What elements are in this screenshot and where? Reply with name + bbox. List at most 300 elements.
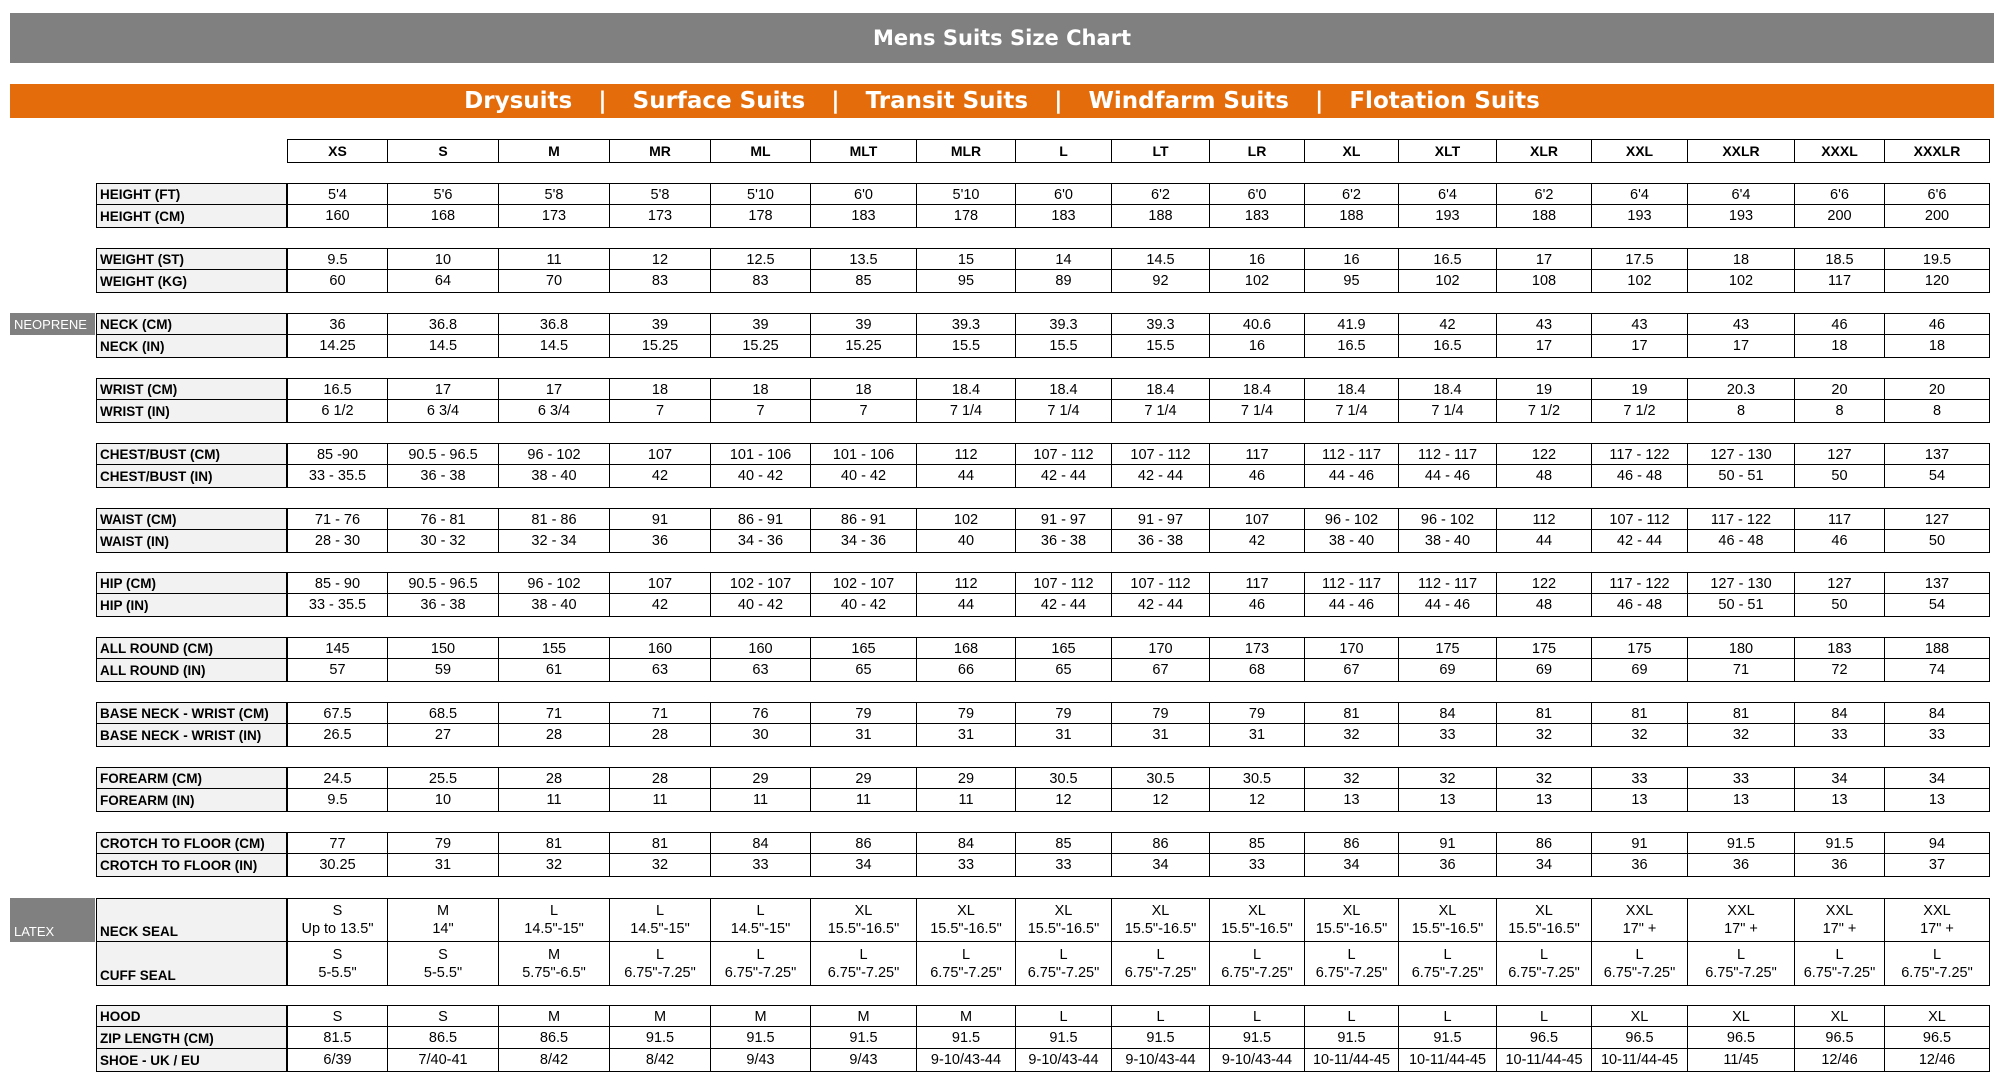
row-label: WAIST (CM)	[96, 508, 287, 531]
table-cell: 40 - 42	[710, 593, 811, 617]
seal-measurement: 14.5"-15"	[630, 921, 690, 937]
table-cell: 8/42	[498, 1048, 610, 1072]
table-cell: 33	[1015, 853, 1112, 877]
table-cell: 13	[1687, 788, 1795, 812]
table-cell: 112 - 117	[1398, 443, 1497, 466]
table-cell: 101 - 106	[810, 443, 917, 466]
row-label: NECK (IN)	[96, 334, 287, 358]
table-cell: 6'6	[1884, 183, 1990, 206]
table-cell: 38 - 40	[1304, 529, 1399, 553]
table-cell: 69	[1496, 658, 1592, 682]
table-cell: 5'8	[609, 183, 711, 206]
seal-measurement: 14"	[432, 921, 454, 937]
table-cell: 38 - 40	[498, 593, 610, 617]
table-cell: 46	[1794, 529, 1885, 553]
table-cell: 18.4	[916, 378, 1016, 401]
seal-size: XL	[1438, 903, 1457, 919]
table-cell: 91.5	[1687, 832, 1795, 855]
table-cell: 160	[287, 204, 388, 228]
table-cell: 84	[916, 832, 1016, 855]
row-label: FOREARM (IN)	[96, 788, 287, 812]
table-cell: 12	[1209, 788, 1305, 812]
table-cell: 36.8	[387, 313, 499, 336]
table-cell: 18.4	[1304, 378, 1399, 401]
table-cell: 193	[1687, 204, 1795, 228]
banner-separator: |	[831, 88, 840, 114]
seal-measurement: 6.75"-7.25"	[1705, 964, 1777, 981]
row-label: NECK SEAL	[96, 898, 287, 942]
table-cell: XL	[1794, 1005, 1885, 1028]
table-cell: 13	[1304, 788, 1399, 812]
table-cell: 6 3/4	[498, 399, 610, 423]
table-cell: 32	[609, 853, 711, 877]
seal-cell	[710, 898, 811, 942]
banner-separator: |	[1054, 88, 1063, 114]
seal-measurement: 15.5"-16.5"	[1124, 921, 1197, 937]
table-cell: 91.5	[1111, 1026, 1210, 1050]
seal-cell	[1794, 941, 1885, 986]
table-cell: 68	[1209, 658, 1305, 682]
table-cell: 175	[1496, 637, 1592, 660]
size-header-cell: XLT	[1398, 139, 1497, 163]
table-cell: 32	[1687, 723, 1795, 747]
table-cell: 84	[1884, 702, 1990, 725]
table-cell: 79	[1209, 702, 1305, 725]
table-cell: 18.4	[1209, 378, 1305, 401]
seal-measurement: 5-5.5"	[423, 964, 463, 981]
table-cell: 72	[1794, 658, 1885, 682]
table-cell: 122	[1496, 443, 1592, 466]
seal-size: L	[1347, 946, 1356, 963]
table-cell: 178	[916, 204, 1016, 228]
table-cell: 33	[1794, 723, 1885, 747]
table-cell: 85 -90	[287, 443, 388, 466]
table-cell: 150	[387, 637, 499, 660]
table-cell: 44	[1496, 529, 1592, 553]
table-cell: 96.5	[1884, 1026, 1990, 1050]
table-cell: 9.5	[287, 788, 388, 812]
table-cell: 36.8	[498, 313, 610, 336]
table-cell: 101 - 106	[710, 443, 811, 466]
table-cell: 170	[1304, 637, 1399, 660]
table-cell: 188	[1884, 637, 1990, 660]
table-cell: 7 1/4	[1015, 399, 1112, 423]
table-cell: 34 - 36	[810, 529, 917, 553]
seal-cell	[810, 898, 917, 942]
seal-size: M	[547, 946, 561, 963]
seal-size: L	[756, 903, 765, 919]
table-cell: 28	[498, 767, 610, 790]
table-cell: 95	[1304, 269, 1399, 293]
table-cell: 112	[916, 443, 1016, 466]
table-cell: 117 - 122	[1591, 443, 1688, 466]
row-label: HEIGHT (FT)	[96, 183, 287, 206]
table-cell: 19	[1496, 378, 1592, 401]
size-header-cell: S	[387, 139, 499, 163]
row-label: WEIGHT (ST)	[96, 248, 287, 271]
table-cell: 81	[609, 832, 711, 855]
table-cell: 86 - 91	[710, 508, 811, 531]
suit-type-label: Drysuits	[464, 88, 573, 114]
table-cell: 10	[387, 788, 499, 812]
table-cell: 14.5	[498, 334, 610, 358]
table-cell: 70	[498, 269, 610, 293]
table-cell: 7/40-41	[387, 1048, 499, 1072]
table-cell: 127	[1884, 508, 1990, 531]
table-cell: 14.5	[1111, 248, 1210, 271]
table-cell: 15.25	[609, 334, 711, 358]
table-cell: 41.9	[1304, 313, 1399, 336]
table-cell: 5'6	[387, 183, 499, 206]
row-label: CHEST/BUST (IN)	[96, 464, 287, 488]
size-header-cell: MR	[609, 139, 711, 163]
table-cell: 30.5	[1111, 767, 1210, 790]
table-cell: 76	[710, 702, 811, 725]
table-cell: 68.5	[387, 702, 499, 725]
seal-size: L	[1932, 946, 1942, 963]
row-label: CROTCH TO FLOOR (CM)	[96, 832, 287, 855]
table-cell: 91.5	[609, 1026, 711, 1050]
table-cell: 16	[1304, 248, 1399, 271]
seal-measurement: 17" +	[1622, 921, 1657, 937]
seal-cell	[1591, 941, 1688, 986]
table-cell: 112	[916, 572, 1016, 595]
table-cell: 7 1/4	[1398, 399, 1497, 423]
table-cell: 5'8	[498, 183, 610, 206]
table-cell: 42 - 44	[1015, 464, 1112, 488]
table-cell: 81 - 86	[498, 508, 610, 531]
table-cell: 91	[1591, 832, 1688, 855]
table-cell: 91.5	[810, 1026, 917, 1050]
seal-size: L	[756, 946, 765, 963]
table-cell: 6'2	[1496, 183, 1592, 206]
table-cell: 34	[810, 853, 917, 877]
table-cell: 127	[1794, 443, 1885, 466]
table-cell: 7	[810, 399, 917, 423]
table-cell: 11	[810, 788, 917, 812]
table-cell: 67	[1111, 658, 1210, 682]
table-cell: 96 - 102	[498, 443, 610, 466]
seal-measurement: 6.75"-7.25"	[1603, 964, 1676, 981]
table-cell: 84	[710, 832, 811, 855]
table-cell: 7 1/4	[916, 399, 1016, 423]
table-cell: 5'10	[710, 183, 811, 206]
table-cell: 30.5	[1015, 767, 1112, 790]
size-header-cell: M	[498, 139, 610, 163]
table-cell: 34 - 36	[710, 529, 811, 553]
table-cell: 63	[609, 658, 711, 682]
table-cell: 8	[1687, 399, 1795, 423]
table-cell: 28	[609, 767, 711, 790]
table-cell: S	[387, 1005, 499, 1028]
suit-type-label: Surface Suits	[632, 88, 806, 114]
table-cell: 50 - 51	[1687, 464, 1795, 488]
seal-size: XL	[854, 903, 873, 919]
seal-size: L	[1736, 946, 1746, 963]
table-cell: 71	[1687, 658, 1795, 682]
table-cell: 18.4	[1111, 378, 1210, 401]
table-cell: 160	[710, 637, 811, 660]
row-label: WRIST (IN)	[96, 399, 287, 423]
table-cell: L	[1111, 1005, 1210, 1028]
table-cell: 91.5	[1398, 1026, 1497, 1050]
table-cell: 92	[1111, 269, 1210, 293]
table-cell: 10	[387, 248, 499, 271]
table-cell: 44 - 46	[1398, 593, 1497, 617]
table-cell: M	[710, 1005, 811, 1028]
table-cell: 117 - 122	[1687, 508, 1795, 531]
table-cell: 18	[609, 378, 711, 401]
table-cell: 188	[1496, 204, 1592, 228]
table-cell: 14	[1015, 248, 1112, 271]
table-cell: 13	[1794, 788, 1885, 812]
table-cell: L	[1209, 1005, 1305, 1028]
table-cell: 7 1/4	[1304, 399, 1399, 423]
table-cell: 8/42	[609, 1048, 711, 1072]
table-cell: 66	[916, 658, 1016, 682]
seal-size: XL	[957, 903, 975, 919]
table-cell: 18.4	[1398, 378, 1497, 401]
table-cell: 31	[1015, 723, 1112, 747]
seal-measurement: 17" +	[1822, 921, 1857, 937]
seal-cell	[1496, 941, 1592, 986]
table-cell: 31	[916, 723, 1016, 747]
seal-size: XL	[1342, 903, 1361, 919]
seal-size: L	[549, 903, 559, 919]
table-cell: 12	[609, 248, 711, 271]
group-label-neoprene: NEOPRENE	[10, 313, 95, 335]
table-cell: 183	[1015, 204, 1112, 228]
table-cell: 33 - 35.5	[287, 464, 388, 488]
table-cell: 42	[609, 464, 711, 488]
seal-measurement: 17" +	[1724, 921, 1758, 937]
seal-cell	[1794, 898, 1885, 942]
table-cell: 85	[1015, 832, 1112, 855]
seal-size: L	[1156, 946, 1165, 963]
table-cell: 16.5	[1398, 334, 1497, 358]
row-label: WEIGHT (KG)	[96, 269, 287, 293]
table-cell: 102	[1209, 269, 1305, 293]
table-cell: 91	[609, 508, 711, 531]
table-cell: 29	[810, 767, 917, 790]
seal-cell	[916, 941, 1016, 986]
row-label: HIP (IN)	[96, 593, 287, 617]
table-cell: 13	[1398, 788, 1497, 812]
table-cell: 39	[710, 313, 811, 336]
table-cell: 180	[1687, 637, 1795, 660]
table-cell: XL	[1884, 1005, 1990, 1028]
table-cell: 165	[810, 637, 917, 660]
table-cell: 28 - 30	[287, 529, 388, 553]
table-cell: 120	[1884, 269, 1990, 293]
seal-cell	[1111, 898, 1210, 942]
seal-measurement: 6.75"-7.25"	[1901, 964, 1973, 981]
table-cell: 12	[1111, 788, 1210, 812]
table-cell: 27	[387, 723, 499, 747]
table-cell: 46	[1209, 593, 1305, 617]
table-cell: 30	[710, 723, 811, 747]
table-cell: 9-10/43-44	[1209, 1048, 1305, 1072]
table-cell: 36 - 38	[1111, 529, 1210, 553]
table-cell: 12.5	[710, 248, 811, 271]
table-cell: 6'2	[1111, 183, 1210, 206]
suit-type-label: Windfarm Suits	[1088, 88, 1289, 114]
table-cell: XL	[1687, 1005, 1795, 1028]
seal-measurement: 14.5"-15"	[730, 921, 791, 937]
table-cell: 16.5	[287, 378, 388, 401]
table-cell: 46 - 48	[1687, 529, 1795, 553]
table-cell: 200	[1884, 204, 1990, 228]
table-cell: 6'4	[1398, 183, 1497, 206]
table-cell: 50	[1794, 464, 1885, 488]
table-cell: 54	[1884, 593, 1990, 617]
table-cell: 79	[1111, 702, 1210, 725]
size-header-cell: XLR	[1496, 139, 1592, 163]
table-cell: 67	[1304, 658, 1399, 682]
table-cell: 71	[498, 702, 610, 725]
table-cell: 107 - 112	[1111, 572, 1210, 595]
seal-size: XL	[1248, 903, 1266, 919]
table-cell: 145	[287, 637, 388, 660]
table-cell: 107 - 112	[1015, 443, 1112, 466]
table-cell: 34	[1884, 767, 1990, 790]
table-cell: L	[1015, 1005, 1112, 1028]
table-cell: 91	[1398, 832, 1497, 855]
table-cell: 160	[609, 637, 711, 660]
seal-cell	[1884, 898, 1990, 942]
table-cell: M	[916, 1005, 1016, 1028]
table-cell: 84	[1398, 702, 1497, 725]
table-cell: 81	[1304, 702, 1399, 725]
table-cell: 13	[1496, 788, 1592, 812]
table-cell: 96.5	[1591, 1026, 1688, 1050]
table-cell: 6/39	[287, 1048, 388, 1072]
seal-measurement: 15.5"-16.5"	[1411, 921, 1484, 937]
table-cell: 40 - 42	[810, 593, 917, 617]
seal-measurement: 6.75"-7.25"	[1803, 964, 1876, 981]
table-cell: 112 - 117	[1304, 443, 1399, 466]
table-cell: 50	[1884, 529, 1990, 553]
table-cell: 83	[609, 269, 711, 293]
table-cell: 76 - 81	[387, 508, 499, 531]
table-cell: 112 - 117	[1398, 572, 1497, 595]
seal-measurement: 15.5"-16.5"	[1027, 921, 1100, 937]
seal-cell	[1304, 898, 1399, 942]
table-cell: 200	[1794, 204, 1885, 228]
table-cell: XL	[1591, 1005, 1688, 1028]
group-label-latex: LATEX	[10, 898, 95, 942]
seal-measurement: 15.5"-16.5"	[1508, 921, 1580, 937]
seal-cell	[710, 941, 811, 986]
table-cell: 57	[287, 658, 388, 682]
seal-measurement: 6.75"-7.25"	[724, 964, 797, 981]
table-cell: 8	[1794, 399, 1885, 423]
table-cell: M	[498, 1005, 610, 1028]
table-cell: 15.25	[810, 334, 917, 358]
table-cell: 7 1/2	[1591, 399, 1688, 423]
table-cell: 6'0	[1015, 183, 1112, 206]
table-cell: 7 1/4	[1111, 399, 1210, 423]
table-cell: 89	[1015, 269, 1112, 293]
table-cell: 36 - 38	[1015, 529, 1112, 553]
table-cell: 33	[1884, 723, 1990, 747]
table-cell: 6'4	[1591, 183, 1688, 206]
table-cell: 85 - 90	[287, 572, 388, 595]
table-cell: 74	[1884, 658, 1990, 682]
table-cell: 38 - 40	[1398, 529, 1497, 553]
table-cell: 91.5	[1304, 1026, 1399, 1050]
table-cell: 39.3	[916, 313, 1016, 336]
table-cell: 12/46	[1884, 1048, 1990, 1072]
table-cell: 77	[287, 832, 388, 855]
table-cell: 81	[1687, 702, 1795, 725]
table-cell: 36	[1398, 853, 1497, 877]
table-cell: 28	[609, 723, 711, 747]
table-cell: 67.5	[287, 702, 388, 725]
seal-measurement: 6.75"-7.25"	[1124, 964, 1197, 981]
seal-cell	[1687, 898, 1795, 942]
seal-cell	[498, 898, 610, 942]
table-cell: L	[1304, 1005, 1399, 1028]
seal-cell	[916, 898, 1016, 942]
table-cell: 9.5	[287, 248, 388, 271]
table-cell: 38 - 40	[498, 464, 610, 488]
table-cell: 79	[387, 832, 499, 855]
row-label: ALL ROUND (IN)	[96, 658, 287, 682]
row-label: NECK (CM)	[96, 313, 287, 336]
table-cell: 36 - 38	[387, 464, 499, 488]
table-cell: 33	[1398, 723, 1497, 747]
table-cell: 183	[1209, 204, 1305, 228]
table-cell: 91.5	[1794, 832, 1885, 855]
table-cell: 11	[498, 788, 610, 812]
table-cell: 18	[1884, 334, 1990, 358]
table-cell: 107 - 112	[1015, 572, 1112, 595]
table-cell: 16	[1209, 248, 1305, 271]
table-cell: 91.5	[710, 1026, 811, 1050]
table-cell: 48	[1496, 593, 1592, 617]
table-cell: 14.25	[287, 334, 388, 358]
table-cell: 7 1/4	[1209, 399, 1305, 423]
table-cell: 46	[1794, 313, 1885, 336]
row-label: CUFF SEAL	[96, 941, 287, 986]
table-cell: 31	[1209, 723, 1305, 747]
table-cell: 96 - 102	[1304, 508, 1399, 531]
table-cell: 32	[1496, 767, 1592, 790]
table-cell: 36	[1687, 853, 1795, 877]
table-cell: 17	[1496, 334, 1592, 358]
table-cell: 85	[810, 269, 917, 293]
table-cell: 102 - 107	[810, 572, 917, 595]
row-label: CHEST/BUST (CM)	[96, 443, 287, 466]
table-cell: 6'6	[1794, 183, 1885, 206]
table-cell: 173	[609, 204, 711, 228]
table-cell: 6 1/2	[287, 399, 388, 423]
table-cell: 91.5	[1015, 1026, 1112, 1050]
table-cell: 42	[1209, 529, 1305, 553]
size-header-cell: MLT	[810, 139, 917, 163]
size-header-cell: MLR	[916, 139, 1016, 163]
table-cell: 50 - 51	[1687, 593, 1795, 617]
table-cell: 86	[1111, 832, 1210, 855]
table-cell: M	[810, 1005, 917, 1028]
seal-measurement: 6.75"-7.25"	[1508, 964, 1580, 981]
table-cell: 107	[609, 572, 711, 595]
table-cell: 188	[1111, 204, 1210, 228]
table-cell: 9-10/43-44	[916, 1048, 1016, 1072]
seal-size: L	[1635, 946, 1644, 963]
table-cell: 107	[609, 443, 711, 466]
